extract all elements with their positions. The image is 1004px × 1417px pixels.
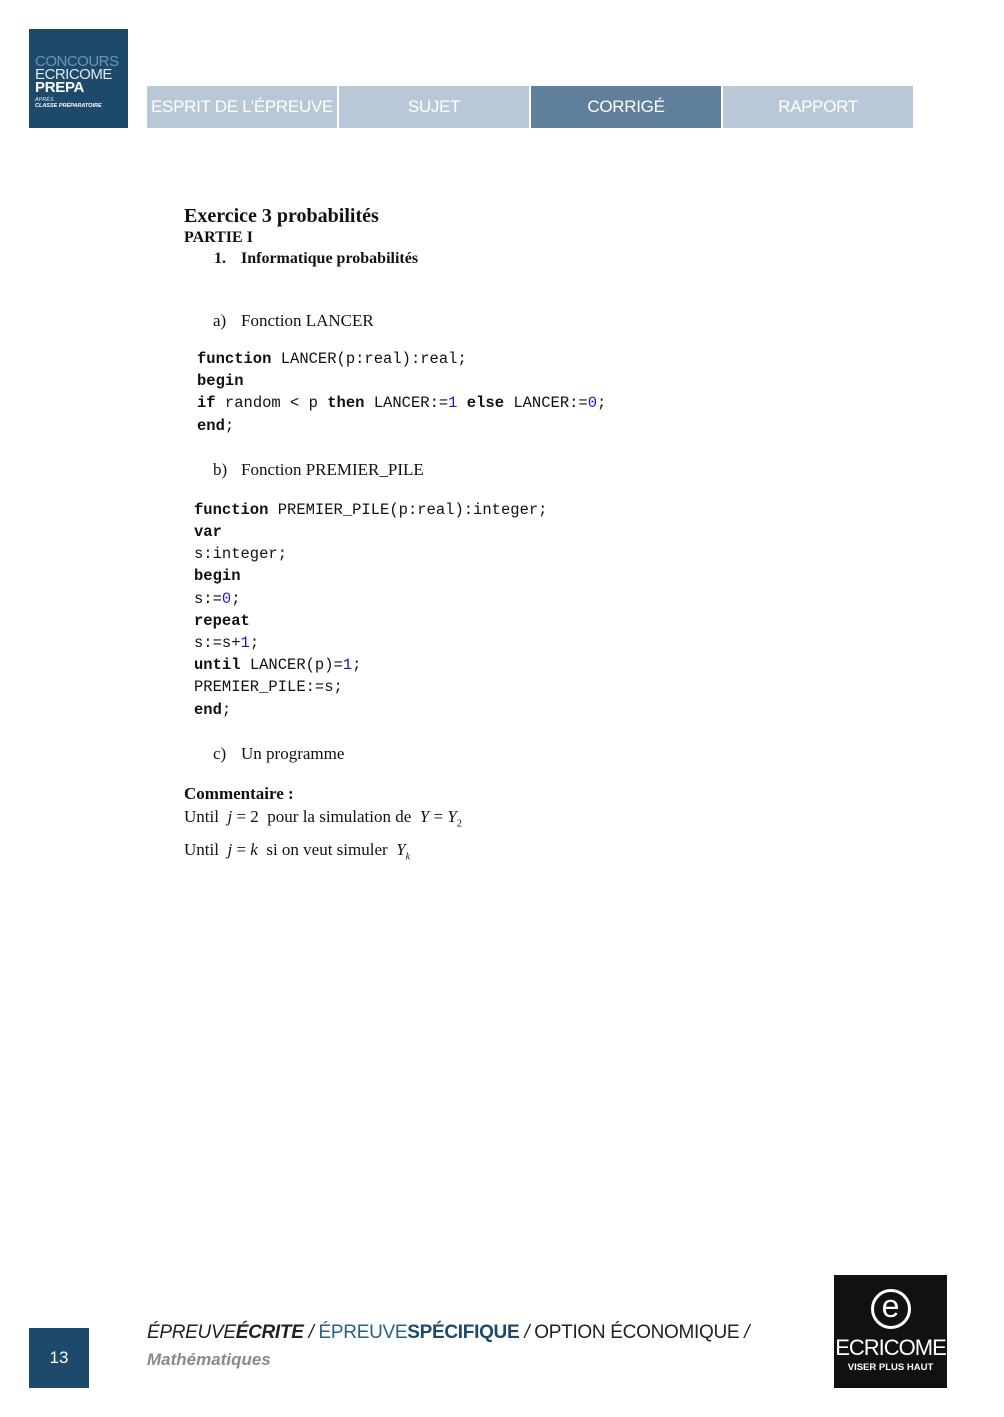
item-c-text: Un programme [241, 743, 345, 763]
item-c [213, 743, 824, 765]
tab-rapport[interactable]: RAPPORT [723, 86, 913, 128]
logo-line-classe: CLASSE PRÉPARATOIRE [35, 103, 102, 109]
comment-line-2 [184, 836, 824, 871]
tab-esprit-epreuve[interactable]: ESPRIT DE L’ÉPREUVE [147, 86, 337, 128]
tab-corrige[interactable]: CORRIGÉ [531, 86, 721, 128]
math-k: k [250, 840, 258, 860]
math-j-2: j [227, 840, 233, 860]
code-block-lancer: function LANCER(p:real):real; begin if random < p then LANCER:=1 else LANCER:=0; end; [197, 350, 607, 435]
item-a-text: Fonction LANCER [241, 311, 374, 330]
concours-ecricome-prepa-logo [29, 29, 128, 128]
footer-ecrite: ÉCRITE [235, 1322, 304, 1343]
logo-line-apres: APRÈS [35, 97, 54, 103]
section-heading [214, 248, 824, 270]
math-2: 2 [250, 806, 259, 826]
section-title: Informatique probabilités [241, 250, 419, 267]
footer-subject: Mathématiques [147, 1350, 271, 1369]
page-number: 13 [29, 1328, 89, 1388]
footer-sep-1: / [308, 1322, 314, 1343]
logo-mark: e [881, 1288, 900, 1324]
math-equals-2: = [433, 806, 444, 826]
section-tabs [147, 86, 915, 128]
comment-line-2-prefix: Until [184, 840, 219, 860]
tab-sujet[interactable]: SUJET [339, 86, 529, 128]
math-equals-3: = [236, 840, 247, 860]
math-yk: Y [396, 840, 406, 860]
item-a-letter: a) [213, 311, 227, 330]
footer-sep-2: / [524, 1322, 530, 1343]
logo-line-ecricome: ECRICOME [35, 66, 112, 83]
code-block-premier-pile: function PREMIER_PILE(p:real):integer; var s:integer; begin s:=0; repeat s:=s+1; until LANCER(p)=1; PREMIER_PILE:=s; end; [194, 500, 548, 719]
comment-line-1-prefix: Until [184, 806, 219, 826]
comment-line-2-text: si on veut simuler [266, 840, 388, 860]
footer-epreuve-1: ÉPREUVE [147, 1322, 236, 1343]
logo-brand: ECRICOME [835, 1335, 946, 1360]
section-number: 1. [214, 250, 226, 267]
exercise-title: Exercice 3 probabilités [184, 205, 379, 227]
item-c-letter: c) [213, 743, 227, 763]
logo-tagline: VISER PLUS HAUT [847, 1362, 934, 1373]
comment-title: Commentaire : [184, 783, 294, 803]
ecricome-logo [834, 1275, 947, 1388]
logo-line-concours: CONCOURS [35, 53, 119, 70]
math-sub-2: 2 [456, 818, 462, 830]
math-sub-k: k [405, 851, 411, 863]
item-b-letter: b) [213, 459, 228, 479]
part-title: PARTIE I [184, 229, 253, 246]
math-j: j [227, 806, 233, 826]
footer-specifique: SPÉCIFIQUE [407, 1322, 520, 1343]
footer-epreuve-2: ÉPREUVE [318, 1322, 408, 1343]
comment-line-1 [184, 805, 824, 836]
document-body [184, 204, 824, 872]
ecricome-e-icon [871, 1289, 911, 1329]
math-equals: = [236, 806, 247, 826]
footer-option: OPTION ÉCONOMIQUE [534, 1322, 740, 1343]
comment-line-1-text: pour la simulation de [267, 806, 412, 826]
logo-line-prepa: PREPA [35, 79, 85, 96]
item-b-text: Fonction PREMIER_PILE [241, 459, 424, 479]
item-b [213, 459, 824, 481]
math-y2: Y [447, 806, 457, 826]
footer-exam-line [147, 1322, 749, 1344]
item-a [213, 310, 824, 332]
footer-sep-3: / [744, 1322, 750, 1343]
math-y: Y [419, 806, 430, 826]
